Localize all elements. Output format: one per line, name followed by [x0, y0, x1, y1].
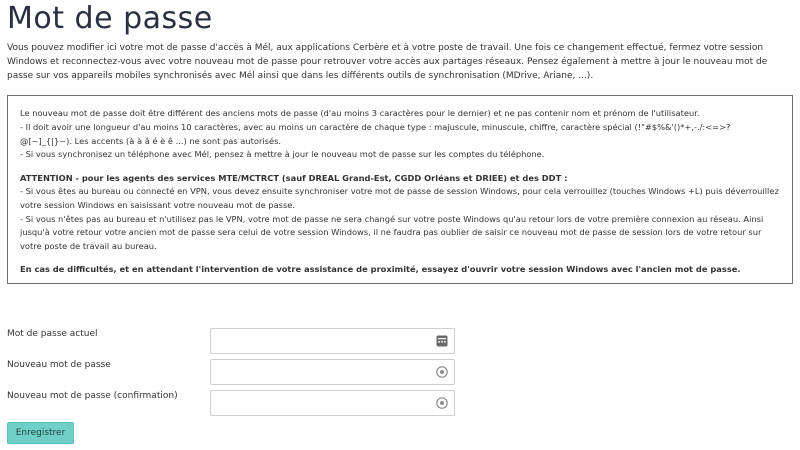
password-manager-icon[interactable]: [436, 335, 448, 347]
show-password-icon[interactable]: [436, 397, 448, 409]
difficulty-note: En cas de difficultés, et en attendant l'intervention de votre assistance de proximité, essayez d'ouvrir votre session Windows avec l'ancien mot de passe.: [20, 264, 741, 275]
confirm-password-field-wrapper: [210, 390, 455, 416]
current-password-row: [7, 326, 467, 357]
confirm-password-label: Nouveau mot de passe (confirmation): [7, 391, 178, 401]
current-password-label: Mot de passe actuel: [7, 329, 98, 339]
attention-title: ATTENTION - pour les agents des services MTE/MCTRCT (sauf DREAL Grand-Est, CGDD Orléans et DRIEE) et des DDT :: [20, 172, 568, 183]
new-password-row: [7, 357, 467, 388]
intro-text: Vous pouvez modifier ici votre mot de passe d'accès à Mél, aux applications Cerbère et à votre poste de travail. Une fois ce changement effectué, fermez votre session Windows et reconnectez-vous avec votre nouveau mot de passe pour retrouver votre accès aux partages réseaux. Pensez également à mettre à jour le nouveau mot de passe sur vos appareils mobiles synchronisés avec Mél ainsi que dans les différents outils de synchronisation (MDrive, Ariane, ...).: [7, 43, 768, 81]
page-title: Mot de passe: [7, 1, 213, 36]
attention-text: - Si vous n'êtes pas au bureau et n'utilisez pas le VPN, votre mot de passe ne sera changé sur votre poste Windows qu'au retour lors de votre première connexion au réseau. Ainsi jusqu'à votre retour votre ancien mot de passe sera celui de votre session Windows, il ne faudra pas oublier de saisir ce nouveau mot de passe de session lors de votre retour sur votre poste de travail au bureau.: [20, 213, 764, 251]
attention-text: - Si vous êtes au bureau ou connecté en VPN, vous devez ensuite synchroniser votre mot de passe de session Windows, pour cela verrouillez (touches Windows +L) puis déverrouillez votre session Windows en saisissant votre nouveau mot de passe.: [20, 186, 779, 210]
new-password-label: Nouveau mot de passe: [7, 360, 111, 370]
confirm-password-row: [7, 388, 467, 419]
current-password-input[interactable]: [211, 330, 443, 354]
show-password-icon[interactable]: [436, 366, 448, 378]
current-password-field-wrapper: [210, 328, 455, 354]
confirm-password-input[interactable]: [211, 392, 443, 416]
save-button[interactable]: Enregistrer: [7, 422, 74, 444]
new-password-field-wrapper: [210, 359, 455, 385]
rule-text: Le nouveau mot de passe doit être différent des anciens mots de passe (d'au moins 3 caractères pour le dernier) et ne pas contenir nom et prénom de l'utilisateur.: [20, 108, 700, 119]
password-form: [7, 326, 467, 419]
rule-text: - Il doit avoir une longueur d'au moins 10 caractères, avec au moins un caractère de chaque type : majuscule, minuscule, chiffre, caractère spécial (!"#$%&'()*+,-./:<=>?@[~]_{|}~). Les accents (à à â é è ê ...) ne sont pas autorisés.: [20, 121, 731, 146]
password-rules-box: [7, 95, 793, 284]
new-password-input[interactable]: [211, 361, 443, 385]
rule-text: - Si vous synchronisez un téléphone avec Mél, pensez à mettre à jour le nouveau mot de passe sur les comptes du téléphone.: [20, 149, 545, 160]
